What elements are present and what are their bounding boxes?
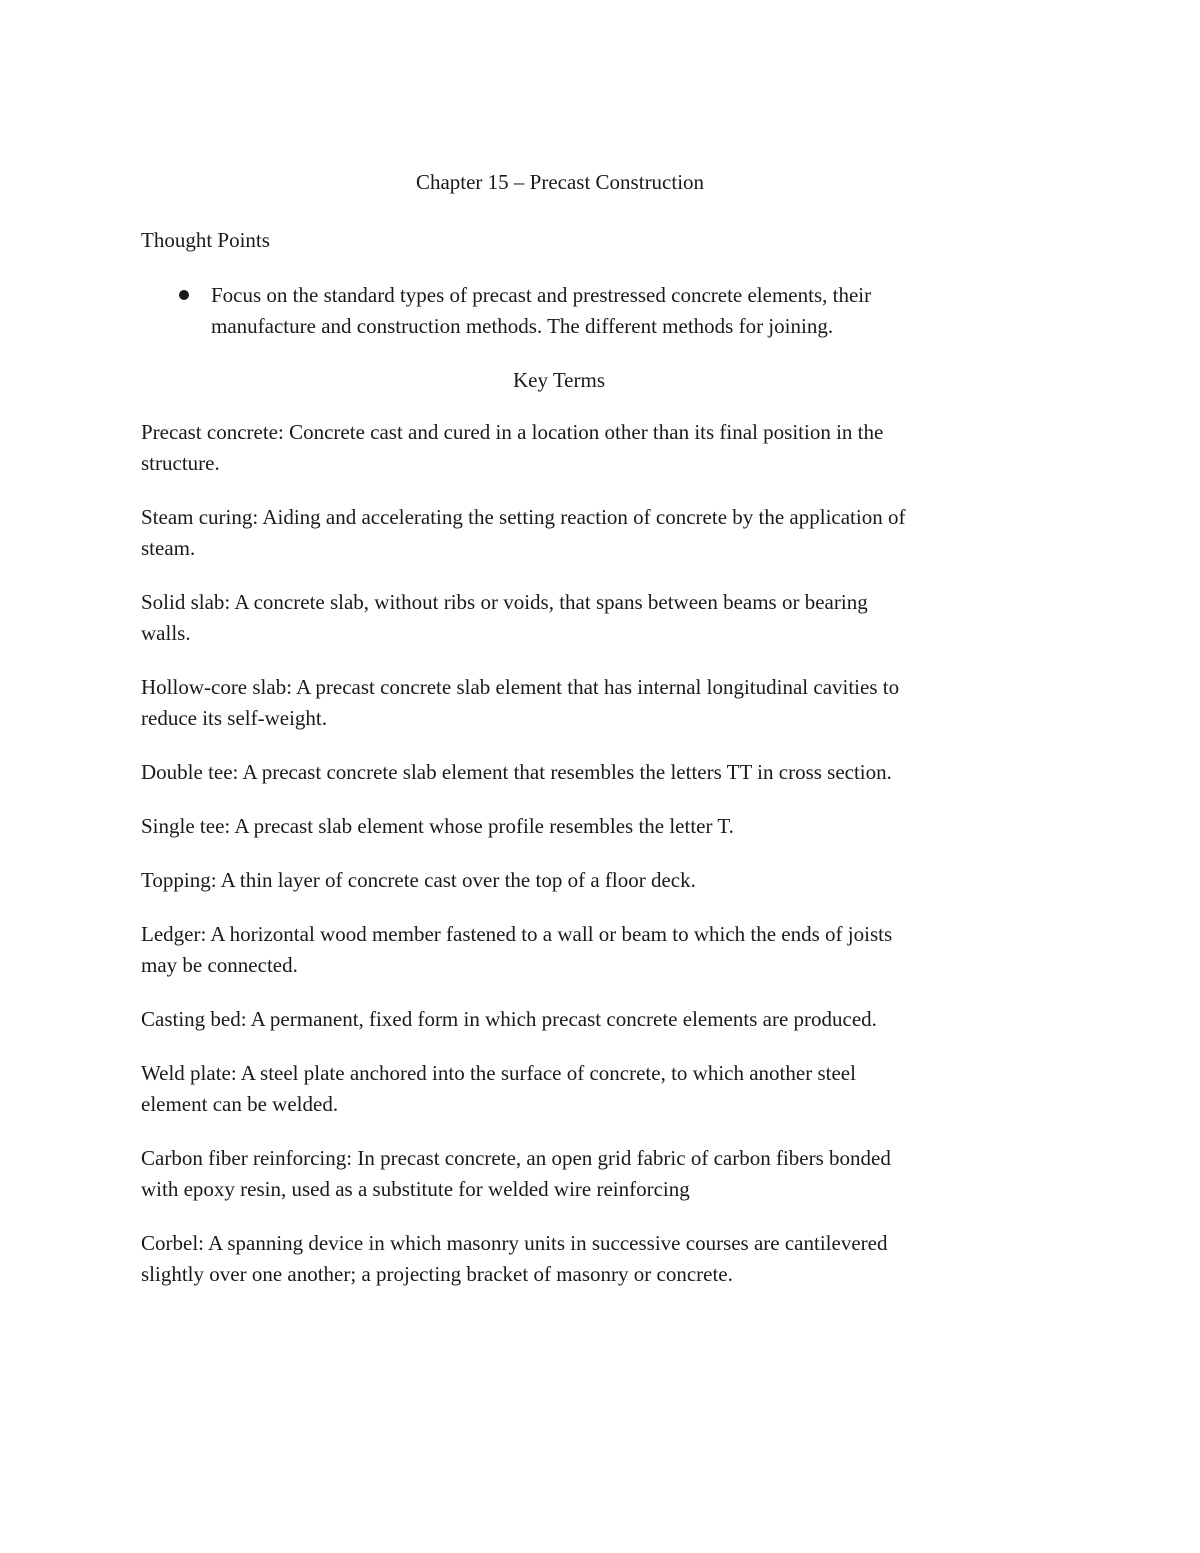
term-topping: Topping: A thin layer of concrete cast over the top of a floor deck. (141, 868, 696, 892)
page-title: Chapter 15 – Precast Construction (415, 170, 705, 194)
term-solid-slab: Solid slab: A concrete slab, without ribs or voids, that spans between beams or bearing walls. (141, 590, 868, 645)
term-carbon-fiber-reinforcing: Carbon fiber reinforcing: In precast concrete, an open grid fabric of carbon fibers bonded with epoxy resin, used as a substitute for welded wire reinforcing (141, 1146, 891, 1201)
thought-points-heading: Thought Points (141, 228, 270, 252)
thought-points-list (141, 280, 981, 342)
term-double-tee: Double tee: A precast concrete slab element that resembles the letters TT in cross section. (141, 760, 892, 784)
term-casting-bed: Casting bed: A permanent, fixed form in which precast concrete elements are produced. (141, 1007, 877, 1031)
term-corbel: Corbel: A spanning device in which masonry units in successive courses are cantilevered slightly over one another; a projecting bracket of masonry or concrete. (141, 1231, 888, 1286)
list-item (141, 280, 981, 342)
term-hollow-core-slab: Hollow-core slab: A precast concrete slab element that has internal longitudinal cavities to reduce its self-weight. (141, 675, 900, 730)
key-terms-heading: Key Terms (512, 368, 606, 392)
term-weld-plate: Weld plate: A steel plate anchored into the surface of concrete, to which another steel element can be welded. (141, 1061, 856, 1116)
thought-point-text: Focus on the standard types of precast and prestressed concrete elements, their manufacture and construction methods. The different methods for joining. (211, 283, 872, 338)
term-precast-concrete: Precast concrete: Concrete cast and cured in a location other than its final position in the structure. (141, 420, 884, 475)
term-steam-curing: Steam curing: Aiding and accelerating the setting reaction of concrete by the application of steam. (141, 505, 906, 560)
term-ledger: Ledger: A horizontal wood member fastened to a wall or beam to which the ends of joists may be connected. (141, 922, 893, 977)
bullet-icon (179, 290, 189, 300)
key-terms-list (141, 417, 911, 1313)
term-single-tee: Single tee: A precast slab element whose profile resembles the letter T. (141, 814, 734, 838)
